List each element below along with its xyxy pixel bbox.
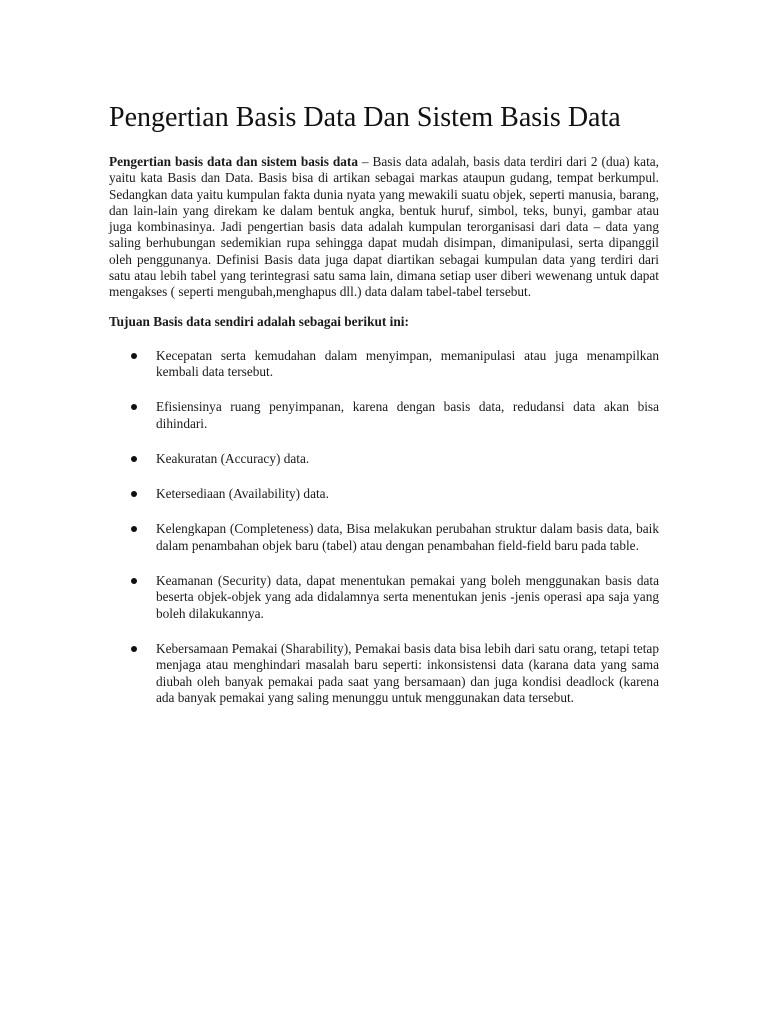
intro-paragraph [109, 154, 659, 301]
document-title: Pengertian Basis Data Dan Sistem Basis Data [109, 102, 621, 133]
bullet-icon [131, 456, 137, 462]
document-page [109, 100, 659, 706]
bullet-icon [131, 353, 137, 359]
goal-item-availability [109, 486, 659, 502]
goal-item-speed [109, 348, 659, 381]
bullet-icon [131, 491, 137, 497]
goal-item-completeness [109, 521, 659, 554]
bullet-icon [131, 578, 137, 584]
goals-list [109, 348, 659, 706]
goals-heading: Tujuan Basis data sendiri adalah sebagai berikut ini: [109, 313, 409, 329]
intro-lead-text: Pengertian basis data dan sistem basis data [109, 154, 358, 169]
goal-item-efficiency [109, 399, 659, 432]
goal-text: Kebersamaan Pemakai (Sharability), Pemakai basis data bisa lebih dari satu orang, tetapi tetap menjaga atau menghindari masalah baru seperti: inkonsistensi data (karana data yang sama diubah oleh banyak pemakai pada saat yang bersamaan) dan juga kondisi deadlock (karena ada banyak pemakai yang saling menunggu untuk menggunakan data tersebut. [156, 640, 659, 705]
goal-item-security [109, 573, 659, 622]
goal-text: Efisiensinya ruang penyimpanan, karena dengan basis data, redudansi data akan bisa dihindari. [156, 399, 659, 431]
goal-text: Kelengkapan (Completeness) data, Bisa melakukan perubahan struktur dalam basis data, baik dalam penambahan objek baru (tabel) atau dengan penambahan field-field baru pada table. [156, 521, 659, 553]
goal-text: Keakuratan (Accuracy) data. [156, 450, 310, 466]
intro-body-text: – Basis data adalah, basis data terdiri dari 2 (dua) kata, yaitu kata Basis dan Data. Basis bisa di artikan sebagai markas ataupun gudang, tempat berkumpul. Sedangkan data yaitu kumpulan fakta dunia nyata yang mewakili suatu objek, seperti manusia, barang, dan lain-lain yang direkam ke dalam bentuk angka, bentuk huruf, simbol, teks, bunyi, gambar atau juga kombinasinya. Jadi pengertian basis data adalah kumpulan terorganisasi dari data – data yang saling berhubungan sedemikian rupa sehingga dapat mudah disimpan, dimanipulasi, serta dipanggil oleh penggunanya. Definisi Basis data juga dapat diartikan sebagai kumpulan data yang terdiri dari satu atau lebih tabel yang terintegrasi satu sama lain, dimana setiap user diberi wewenang untuk dapat mengakses ( seperti mengubah,menghapus dll.) data dalam tabel-tabel tersebut. [109, 154, 659, 300]
bullet-icon [131, 526, 137, 532]
bullet-icon [131, 404, 137, 410]
bullet-icon [131, 646, 137, 652]
goal-item-sharability [109, 641, 659, 706]
goal-text: Kecepatan serta kemudahan dalam menyimpan, memanipulasi atau juga menampilkan kembali data tersebut. [156, 347, 659, 379]
goal-text: Keamanan (Security) data, dapat menentukan pemakai yang boleh menggunakan basis data beserta objek-objek yang ada didalamnya serta menentukan jenis -jenis operasi apa saja yang boleh dilakukannya. [156, 573, 659, 621]
goal-text: Ketersediaan (Availability) data. [156, 486, 329, 502]
goal-item-accuracy [109, 451, 659, 467]
